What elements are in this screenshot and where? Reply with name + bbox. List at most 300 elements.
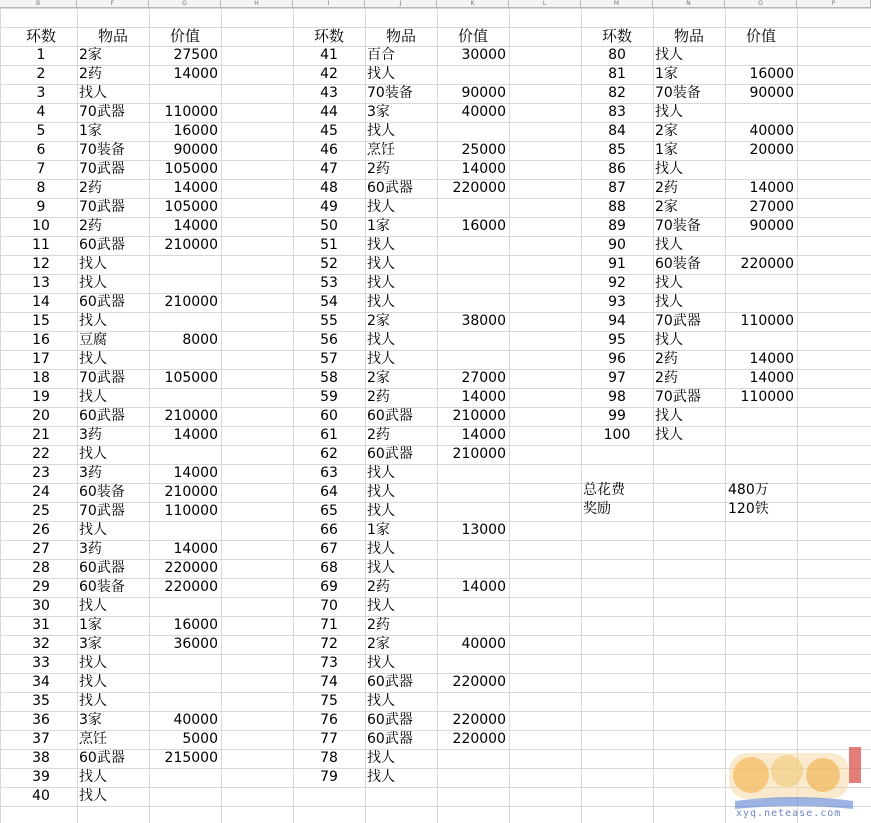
value-cell[interactable]: 16000 [173, 617, 218, 633]
value-cell[interactable]: 40000 [461, 104, 506, 120]
item-cell[interactable]: 找人 [79, 351, 107, 367]
item-cell[interactable]: 2药 [655, 351, 678, 367]
item-cell[interactable]: 找人 [367, 351, 395, 367]
item-cell[interactable]: 2药 [367, 579, 390, 595]
value-cell[interactable] [437, 559, 509, 578]
item-cell[interactable]: 70武器 [79, 199, 125, 215]
item-cell[interactable]: 3家 [79, 636, 102, 652]
ring-cell[interactable]: 89 [608, 218, 626, 234]
item-cell[interactable]: 1家 [367, 522, 390, 538]
item-cell[interactable]: 3药 [79, 427, 102, 443]
value-cell[interactable] [437, 255, 509, 274]
item-cell[interactable]: 70装备 [655, 85, 701, 101]
column-header[interactable]: B [0, 0, 77, 8]
ring-cell[interactable]: 22 [32, 446, 50, 462]
value-cell[interactable]: 20000 [749, 142, 794, 158]
ring-cell[interactable]: 61 [320, 427, 338, 443]
value-cell[interactable] [437, 483, 509, 502]
ring-cell[interactable]: 16 [32, 332, 50, 348]
value-cell[interactable]: 27500 [173, 47, 218, 63]
value-cell[interactable]: 14000 [173, 465, 218, 481]
header-ring-cell[interactable]: 环数 [313, 27, 344, 45]
column-header[interactable]: J [365, 0, 437, 8]
ring-cell[interactable]: 12 [32, 256, 50, 272]
ring-cell[interactable]: 24 [32, 484, 50, 500]
value-cell[interactable]: 27000 [749, 199, 794, 215]
value-cell[interactable] [149, 692, 221, 711]
ring-cell[interactable]: 98 [608, 389, 626, 405]
value-cell[interactable]: 110000 [740, 313, 794, 329]
item-cell[interactable]: 70装备 [655, 218, 701, 234]
ring-cell[interactable]: 15 [32, 313, 50, 329]
value-cell[interactable] [437, 654, 509, 673]
value-cell[interactable] [725, 103, 797, 122]
column-header[interactable]: H [221, 0, 293, 8]
item-cell[interactable]: 2药 [655, 370, 678, 386]
item-cell[interactable]: 找人 [655, 104, 683, 120]
ring-cell[interactable]: 88 [608, 199, 626, 215]
value-cell[interactable] [149, 787, 221, 806]
ring-cell[interactable]: 85 [608, 142, 626, 158]
item-cell[interactable]: 70武器 [655, 313, 701, 329]
ring-cell[interactable]: 17 [32, 351, 50, 367]
ring-cell[interactable]: 77 [320, 731, 338, 747]
ring-cell[interactable]: 35 [32, 693, 50, 709]
ring-cell[interactable]: 2 [36, 66, 46, 82]
item-cell[interactable]: 找人 [367, 560, 395, 576]
item-cell[interactable]: 3药 [79, 465, 102, 481]
value-cell[interactable] [725, 236, 797, 255]
value-cell[interactable]: 27000 [461, 370, 506, 386]
value-cell[interactable] [437, 350, 509, 369]
value-cell[interactable] [437, 236, 509, 255]
ring-cell[interactable]: 84 [608, 123, 626, 139]
ring-cell[interactable]: 49 [320, 199, 338, 215]
item-cell[interactable]: 70武器 [79, 503, 125, 519]
column-header[interactable]: G [149, 0, 221, 8]
value-cell[interactable] [437, 331, 509, 350]
ring-cell[interactable]: 32 [32, 636, 50, 652]
value-cell[interactable] [149, 654, 221, 673]
value-cell[interactable] [437, 749, 509, 768]
ring-cell[interactable]: 8 [36, 180, 46, 196]
value-cell[interactable]: 14000 [173, 66, 218, 82]
ring-cell[interactable]: 97 [608, 370, 626, 386]
ring-cell[interactable]: 69 [320, 579, 338, 595]
item-cell[interactable]: 找人 [655, 275, 683, 291]
value-cell[interactable]: 110000 [164, 104, 218, 120]
ring-cell[interactable]: 90 [608, 237, 626, 253]
value-cell[interactable]: 210000 [164, 408, 218, 424]
ring-cell[interactable]: 42 [320, 66, 338, 82]
ring-cell[interactable]: 60 [320, 408, 338, 424]
item-cell[interactable]: 2家 [655, 123, 678, 139]
value-cell[interactable]: 14000 [173, 541, 218, 557]
ring-cell[interactable]: 25 [32, 503, 50, 519]
ring-cell[interactable]: 40 [32, 788, 50, 804]
item-cell[interactable]: 2家 [367, 636, 390, 652]
item-cell[interactable]: 1家 [655, 66, 678, 82]
item-cell[interactable]: 找人 [655, 47, 683, 63]
value-cell[interactable]: 40000 [461, 636, 506, 652]
ring-cell[interactable]: 83 [608, 104, 626, 120]
item-cell[interactable]: 找人 [367, 237, 395, 253]
ring-cell[interactable]: 86 [608, 161, 626, 177]
item-cell[interactable]: 1家 [79, 123, 102, 139]
ring-cell[interactable]: 93 [608, 294, 626, 310]
value-cell[interactable]: 215000 [164, 750, 218, 766]
item-cell[interactable]: 60武器 [79, 237, 125, 253]
item-cell[interactable]: 70武器 [655, 389, 701, 405]
header-item-cell[interactable]: 物品 [97, 27, 128, 45]
value-cell[interactable] [437, 293, 509, 312]
ring-cell[interactable]: 62 [320, 446, 338, 462]
item-cell[interactable]: 2药 [655, 180, 678, 196]
header-ring-cell[interactable]: 环数 [601, 27, 632, 45]
ring-cell[interactable]: 38 [32, 750, 50, 766]
item-cell[interactable]: 60武器 [79, 560, 125, 576]
value-cell[interactable] [437, 122, 509, 141]
item-cell[interactable]: 60武器 [79, 294, 125, 310]
value-cell[interactable]: 36000 [173, 636, 218, 652]
ring-cell[interactable]: 39 [32, 769, 50, 785]
ring-cell[interactable]: 54 [320, 294, 338, 310]
header-item-cell[interactable]: 物品 [673, 27, 704, 45]
value-cell[interactable]: 40000 [173, 712, 218, 728]
value-cell[interactable] [725, 46, 797, 65]
value-cell[interactable] [437, 502, 509, 521]
item-cell[interactable]: 3家 [79, 712, 102, 728]
item-cell[interactable]: 找人 [367, 332, 395, 348]
item-cell[interactable]: 找人 [367, 465, 395, 481]
item-cell[interactable]: 找人 [367, 294, 395, 310]
item-cell[interactable]: 3药 [79, 541, 102, 557]
item-cell[interactable]: 找人 [655, 161, 683, 177]
value-cell[interactable]: 14000 [173, 180, 218, 196]
value-cell[interactable]: 220000 [452, 712, 506, 728]
item-cell[interactable]: 找人 [655, 408, 683, 424]
ring-cell[interactable]: 50 [320, 218, 338, 234]
ring-cell[interactable]: 14 [32, 294, 50, 310]
ring-cell[interactable]: 29 [32, 579, 50, 595]
item-cell[interactable]: 60武器 [367, 180, 413, 196]
item-cell[interactable]: 找人 [655, 237, 683, 253]
item-cell[interactable]: 60装备 [79, 484, 125, 500]
ring-cell[interactable]: 58 [320, 370, 338, 386]
ring-cell[interactable]: 72 [320, 636, 338, 652]
item-cell[interactable]: 找人 [367, 66, 395, 82]
value-cell[interactable]: 38000 [461, 313, 506, 329]
value-cell[interactable] [149, 521, 221, 540]
value-cell[interactable] [725, 160, 797, 179]
ring-cell[interactable]: 67 [320, 541, 338, 557]
item-cell[interactable]: 70装备 [79, 142, 125, 158]
item-cell[interactable]: 60装备 [79, 579, 125, 595]
value-cell[interactable] [437, 274, 509, 293]
value-cell[interactable] [149, 350, 221, 369]
item-cell[interactable]: 找人 [367, 541, 395, 557]
item-cell[interactable]: 60武器 [367, 446, 413, 462]
value-cell[interactable]: 8000 [182, 332, 218, 348]
value-cell[interactable]: 220000 [452, 674, 506, 690]
value-cell[interactable]: 220000 [740, 256, 794, 272]
value-cell[interactable]: 220000 [164, 560, 218, 576]
value-cell[interactable]: 210000 [164, 294, 218, 310]
item-cell[interactable]: 找人 [79, 313, 107, 329]
value-cell[interactable] [149, 445, 221, 464]
item-cell[interactable]: 60武器 [79, 750, 125, 766]
item-cell[interactable]: 70武器 [79, 161, 125, 177]
column-header[interactable]: L [509, 0, 581, 8]
ring-cell[interactable]: 92 [608, 275, 626, 291]
item-cell[interactable]: 1家 [367, 218, 390, 234]
value-cell[interactable]: 14000 [461, 161, 506, 177]
ring-cell[interactable]: 33 [32, 655, 50, 671]
item-cell[interactable]: 60武器 [367, 731, 413, 747]
value-cell[interactable] [725, 426, 797, 445]
item-cell[interactable]: 找人 [79, 85, 107, 101]
summary-value-reward[interactable]: 120铁 [728, 501, 769, 517]
value-cell[interactable] [149, 312, 221, 331]
value-cell[interactable]: 14000 [461, 427, 506, 443]
ring-cell[interactable]: 71 [320, 617, 338, 633]
ring-cell[interactable]: 94 [608, 313, 626, 329]
item-cell[interactable]: 找人 [367, 503, 395, 519]
value-cell[interactable]: 14000 [749, 351, 794, 367]
value-cell[interactable] [725, 293, 797, 312]
ring-cell[interactable]: 27 [32, 541, 50, 557]
value-cell[interactable]: 16000 [461, 218, 506, 234]
ring-cell[interactable]: 46 [320, 142, 338, 158]
ring-cell[interactable]: 59 [320, 389, 338, 405]
value-cell[interactable] [149, 84, 221, 103]
item-cell[interactable]: 60武器 [79, 408, 125, 424]
item-cell[interactable]: 烹饪 [79, 731, 107, 747]
ring-cell[interactable]: 26 [32, 522, 50, 538]
value-cell[interactable] [437, 464, 509, 483]
ring-cell[interactable]: 37 [32, 731, 50, 747]
item-cell[interactable]: 找人 [79, 598, 107, 614]
ring-cell[interactable]: 28 [32, 560, 50, 576]
value-cell[interactable]: 90000 [173, 142, 218, 158]
item-cell[interactable]: 找人 [367, 484, 395, 500]
value-cell[interactable] [437, 540, 509, 559]
header-item-cell[interactable]: 物品 [385, 27, 416, 45]
item-cell[interactable]: 找人 [655, 294, 683, 310]
value-cell[interactable]: 16000 [173, 123, 218, 139]
value-cell[interactable]: 90000 [749, 218, 794, 234]
summary-value-total[interactable]: 480万 [728, 482, 769, 498]
header-value-cell[interactable]: 价值 [169, 27, 200, 45]
ring-cell[interactable]: 20 [32, 408, 50, 424]
value-cell[interactable] [437, 65, 509, 84]
value-cell[interactable] [437, 597, 509, 616]
value-cell[interactable]: 110000 [164, 503, 218, 519]
value-cell[interactable]: 16000 [749, 66, 794, 82]
value-cell[interactable]: 13000 [461, 522, 506, 538]
ring-cell[interactable]: 70 [320, 598, 338, 614]
value-cell[interactable] [725, 331, 797, 350]
item-cell[interactable]: 找人 [79, 769, 107, 785]
ring-cell[interactable]: 30 [32, 598, 50, 614]
item-cell[interactable]: 2药 [79, 218, 102, 234]
ring-cell[interactable]: 55 [320, 313, 338, 329]
value-cell[interactable]: 30000 [461, 47, 506, 63]
value-cell[interactable] [149, 768, 221, 787]
ring-cell[interactable]: 51 [320, 237, 338, 253]
ring-cell[interactable]: 91 [608, 256, 626, 272]
item-cell[interactable]: 找人 [79, 389, 107, 405]
ring-cell[interactable]: 7 [36, 161, 46, 177]
ring-cell[interactable]: 41 [320, 47, 338, 63]
ring-cell[interactable]: 57 [320, 351, 338, 367]
value-cell[interactable] [437, 616, 509, 635]
item-cell[interactable]: 找人 [79, 693, 107, 709]
ring-cell[interactable]: 82 [608, 85, 626, 101]
value-cell[interactable]: 210000 [452, 408, 506, 424]
item-cell[interactable]: 百合 [367, 47, 395, 63]
ring-cell[interactable]: 44 [320, 104, 338, 120]
value-cell[interactable]: 210000 [164, 484, 218, 500]
ring-cell[interactable]: 3 [36, 85, 46, 101]
ring-cell[interactable]: 21 [32, 427, 50, 443]
column-header[interactable]: F [77, 0, 149, 8]
ring-cell[interactable]: 4 [36, 104, 46, 120]
item-cell[interactable]: 2家 [79, 47, 102, 63]
value-cell[interactable]: 90000 [749, 85, 794, 101]
value-cell[interactable] [437, 692, 509, 711]
item-cell[interactable]: 找人 [367, 123, 395, 139]
item-cell[interactable]: 3家 [367, 104, 390, 120]
value-cell[interactable] [437, 768, 509, 787]
ring-cell[interactable]: 65 [320, 503, 338, 519]
ring-cell[interactable]: 100 [603, 427, 631, 443]
ring-cell[interactable]: 64 [320, 484, 338, 500]
item-cell[interactable]: 2家 [367, 370, 390, 386]
column-header[interactable]: O [725, 0, 797, 8]
item-cell[interactable]: 豆腐 [79, 332, 107, 348]
item-cell[interactable]: 60武器 [367, 674, 413, 690]
ring-cell[interactable]: 48 [320, 180, 338, 196]
column-header[interactable]: I [293, 0, 365, 8]
ring-cell[interactable]: 45 [320, 123, 338, 139]
ring-cell[interactable]: 87 [608, 180, 626, 196]
value-cell[interactable] [149, 388, 221, 407]
item-cell[interactable]: 60武器 [367, 712, 413, 728]
value-cell[interactable]: 14000 [749, 370, 794, 386]
item-cell[interactable]: 2药 [367, 427, 390, 443]
item-cell[interactable]: 2药 [367, 161, 390, 177]
ring-cell[interactable]: 79 [320, 769, 338, 785]
ring-cell[interactable]: 78 [320, 750, 338, 766]
item-cell[interactable]: 2药 [79, 180, 102, 196]
ring-cell[interactable]: 52 [320, 256, 338, 272]
item-cell[interactable]: 找人 [79, 655, 107, 671]
value-cell[interactable]: 105000 [164, 161, 218, 177]
value-cell[interactable]: 105000 [164, 199, 218, 215]
item-cell[interactable]: 找人 [79, 522, 107, 538]
ring-cell[interactable]: 73 [320, 655, 338, 671]
ring-cell[interactable]: 43 [320, 85, 338, 101]
item-cell[interactable]: 找人 [79, 446, 107, 462]
item-cell[interactable]: 60武器 [367, 408, 413, 424]
ring-cell[interactable]: 36 [32, 712, 50, 728]
value-cell[interactable] [725, 407, 797, 426]
item-cell[interactable]: 找人 [79, 275, 107, 291]
column-header[interactable]: P [797, 0, 871, 8]
item-cell[interactable]: 2药 [367, 389, 390, 405]
summary-label-total[interactable]: 总花费 [583, 482, 625, 498]
ring-cell[interactable]: 81 [608, 66, 626, 82]
ring-cell[interactable]: 31 [32, 617, 50, 633]
ring-cell[interactable]: 80 [608, 47, 626, 63]
item-cell[interactable]: 2药 [79, 66, 102, 82]
item-cell[interactable]: 2家 [367, 313, 390, 329]
column-header[interactable]: M [581, 0, 653, 8]
item-cell[interactable]: 1家 [79, 617, 102, 633]
ring-cell[interactable]: 66 [320, 522, 338, 538]
value-cell[interactable]: 220000 [452, 731, 506, 747]
ring-cell[interactable]: 95 [608, 332, 626, 348]
item-cell[interactable]: 找人 [79, 674, 107, 690]
value-cell[interactable]: 210000 [452, 446, 506, 462]
ring-cell[interactable]: 63 [320, 465, 338, 481]
value-cell[interactable]: 14000 [749, 180, 794, 196]
value-cell[interactable]: 25000 [461, 142, 506, 158]
value-cell[interactable]: 14000 [461, 389, 506, 405]
item-cell[interactable]: 70武器 [79, 104, 125, 120]
ring-cell[interactable]: 99 [608, 408, 626, 424]
summary-label-reward[interactable]: 奖励 [583, 501, 611, 517]
header-ring-cell[interactable]: 环数 [25, 27, 56, 45]
ring-cell[interactable]: 10 [32, 218, 50, 234]
value-cell[interactable]: 110000 [740, 389, 794, 405]
header-value-cell[interactable]: 价值 [457, 27, 488, 45]
item-cell[interactable]: 60装备 [655, 256, 701, 272]
value-cell[interactable]: 105000 [164, 370, 218, 386]
item-cell[interactable]: 烹饪 [367, 142, 395, 158]
item-cell[interactable]: 找人 [655, 332, 683, 348]
column-header[interactable]: K [437, 0, 509, 8]
value-cell[interactable]: 14000 [173, 427, 218, 443]
ring-cell[interactable]: 11 [32, 237, 50, 253]
value-cell[interactable] [437, 198, 509, 217]
value-cell[interactable] [149, 255, 221, 274]
ring-cell[interactable]: 75 [320, 693, 338, 709]
item-cell[interactable]: 2药 [367, 617, 390, 633]
item-cell[interactable]: 70武器 [79, 370, 125, 386]
item-cell[interactable]: 找人 [367, 750, 395, 766]
ring-cell[interactable]: 19 [32, 389, 50, 405]
item-cell[interactable]: 找人 [367, 256, 395, 272]
column-header[interactable]: N [653, 0, 725, 8]
item-cell[interactable]: 找人 [367, 275, 395, 291]
value-cell[interactable] [149, 274, 221, 293]
value-cell[interactable]: 220000 [452, 180, 506, 196]
ring-cell[interactable]: 68 [320, 560, 338, 576]
ring-cell[interactable]: 47 [320, 161, 338, 177]
ring-cell[interactable]: 96 [608, 351, 626, 367]
item-cell[interactable]: 1家 [655, 142, 678, 158]
ring-cell[interactable]: 9 [36, 199, 46, 215]
item-cell[interactable]: 找人 [367, 693, 395, 709]
ring-cell[interactable]: 23 [32, 465, 50, 481]
ring-cell[interactable]: 5 [36, 123, 46, 139]
value-cell[interactable]: 40000 [749, 123, 794, 139]
ring-cell[interactable]: 18 [32, 370, 50, 386]
value-cell[interactable]: 5000 [182, 731, 218, 747]
ring-cell[interactable]: 76 [320, 712, 338, 728]
